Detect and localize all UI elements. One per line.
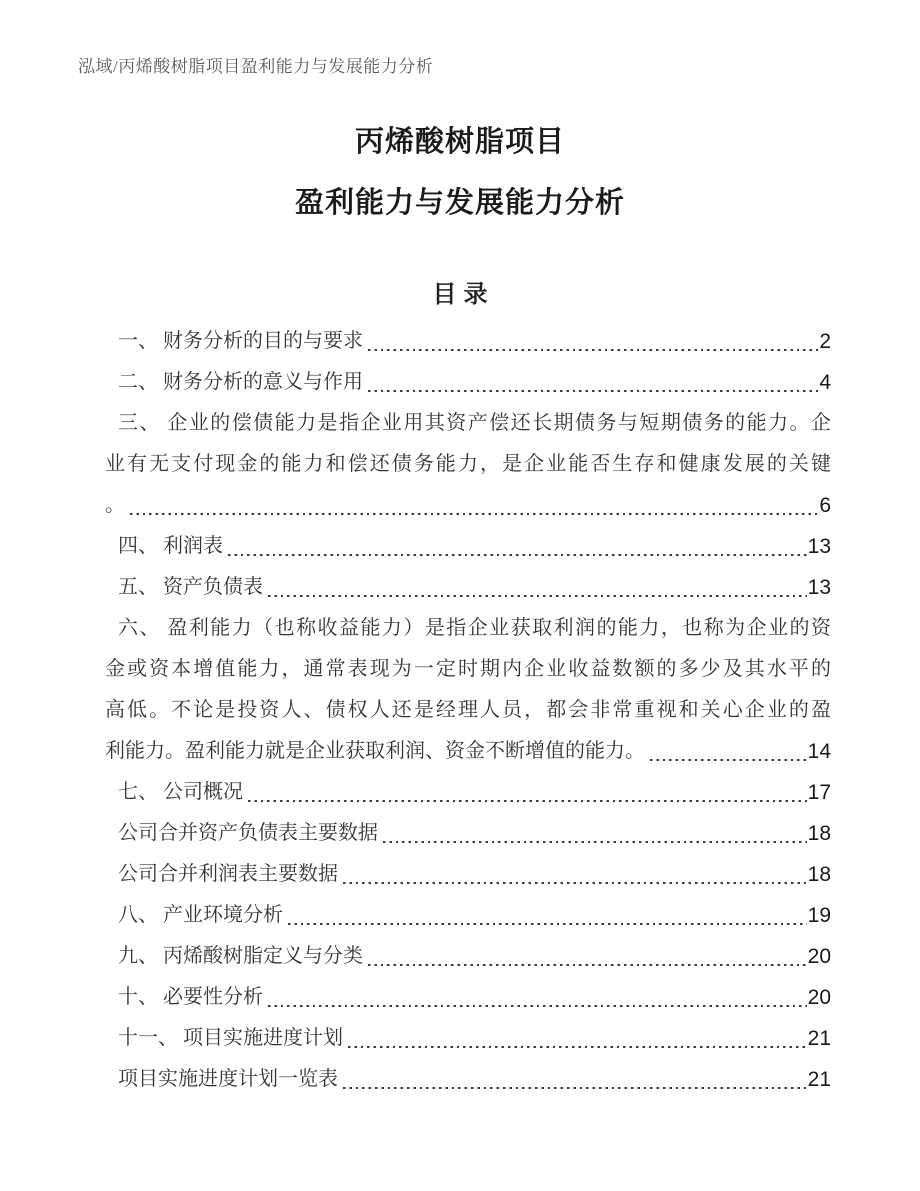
toc-dot-leader [130,485,818,526]
toc-line [105,1018,831,1059]
toc-line [105,321,831,362]
toc-entry-text: 公司合并资产负债表主要数据 [118,822,378,844]
document-header-text: 泓域/丙烯酸树脂项目盈利能力与发展能力分析 [78,57,434,76]
toc-entry-text: 七、 公司概况 [118,781,243,803]
toc-line [105,649,831,690]
toc-entry-text: 一、 财务分析的目的与要求 [118,330,363,352]
toc-line [105,977,831,1018]
toc-entry[interactable] [105,895,831,936]
toc-page-number: 13 [807,576,831,599]
toc-entry-text: 项目实施进度计划一览表 [118,1068,338,1090]
toc-entry-text: 三、 企业的偿债能力是指企业用其资产偿还长期债务与短期债务的能力。企 [118,412,831,434]
toc-dot-leader [228,526,807,567]
toc-line [105,1059,831,1100]
toc-line [105,854,831,895]
document-title-line2: 盈利能力与发展能力分析 [294,187,625,219]
toc-dot-leader [348,1018,807,1059]
toc-entry-text: 高低。不论是投资人、债权人还是经理人员，都会非常重视和关心企业的盈 [105,699,831,721]
toc-entry[interactable] [105,936,831,977]
toc-entry-text: 金或资本增值能力，通常表现为一定时期内企业收益数额的多少及其水平的 [105,658,831,680]
toc-page-number: 6 [819,494,831,517]
toc-line [105,485,831,526]
toc-line [105,895,831,936]
toc-entry[interactable] [105,854,831,895]
toc-entry[interactable] [105,526,831,567]
toc-page-number: 13 [807,535,831,558]
toc-dot-leader [383,813,807,854]
toc-entry[interactable] [105,1059,831,1100]
toc-entry-text: 六、 盈利能力（也称收益能力）是指企业获取利润的能力，也称为企业的资 [118,617,831,639]
toc-entry[interactable] [105,977,831,1018]
toc-line [105,444,831,485]
toc-entry-text: 。 [105,494,125,516]
toc-entry-text: 二、 财务分析的意义与作用 [118,371,363,393]
toc-entry-text: 业有无支付现金的能力和偿还债务能力，是企业能否生存和健康发展的关键 [105,453,831,475]
toc-line [105,567,831,608]
toc-line [105,731,831,772]
toc-entry-text: 五、 资产负债表 [118,576,263,598]
toc-dot-leader [343,854,807,895]
toc-entry[interactable] [105,813,831,854]
toc-page-number: 18 [807,863,831,886]
toc-entry-text: 十、 必要性分析 [118,986,263,1008]
toc-entry-text: 四、 利润表 [118,535,223,557]
toc-line [105,526,831,567]
toc-entry-text: 十一、 项目实施进度计划 [118,1027,343,1049]
toc-page-number: 2 [819,330,831,353]
toc-dot-leader [368,321,818,362]
toc-entry-text: 公司合并利润表主要数据 [118,863,338,885]
toc-heading: 目录 [432,282,495,308]
toc-entry[interactable] [105,403,831,526]
toc-entry-text: 九、 丙烯酸树脂定义与分类 [118,945,363,967]
toc-dot-leader [343,1059,807,1100]
toc-page-number: 20 [807,945,831,968]
toc-entry-text: 八、 产业环境分析 [118,904,283,926]
toc-entry[interactable] [105,772,831,813]
toc-line [105,772,831,813]
toc-entry[interactable] [105,608,831,772]
toc-dot-leader [248,772,807,813]
toc-line [105,690,831,731]
toc-dot-leader [650,731,807,772]
toc-page-number: 14 [807,740,831,763]
toc-page-number: 21 [807,1068,831,1091]
toc-dot-leader [368,362,818,403]
toc-dot-leader [268,567,807,608]
toc-entry[interactable] [105,362,831,403]
toc-dot-leader [268,977,807,1018]
toc-line [105,936,831,977]
toc-line [105,608,831,649]
toc-line [105,813,831,854]
toc-entry[interactable] [105,567,831,608]
toc-dot-leader [368,936,807,977]
toc-page-number: 19 [807,904,831,927]
document-title-line1: 丙烯酸树脂项目 [354,126,565,158]
toc-entry[interactable] [105,321,831,362]
toc-page-number: 4 [819,371,831,394]
toc-page-number: 21 [807,1027,831,1050]
toc-dot-leader [288,895,807,936]
toc-page-number: 20 [807,986,831,1009]
toc-line [105,403,831,444]
toc-list [105,321,831,1100]
toc-page-number: 18 [807,822,831,845]
toc-page-number: 17 [807,781,831,804]
toc-entry[interactable] [105,1018,831,1059]
toc-entry-text: 利能力。盈利能力就是企业获取利润、资金不断增值的能力。 [105,740,645,762]
toc-line [105,362,831,403]
